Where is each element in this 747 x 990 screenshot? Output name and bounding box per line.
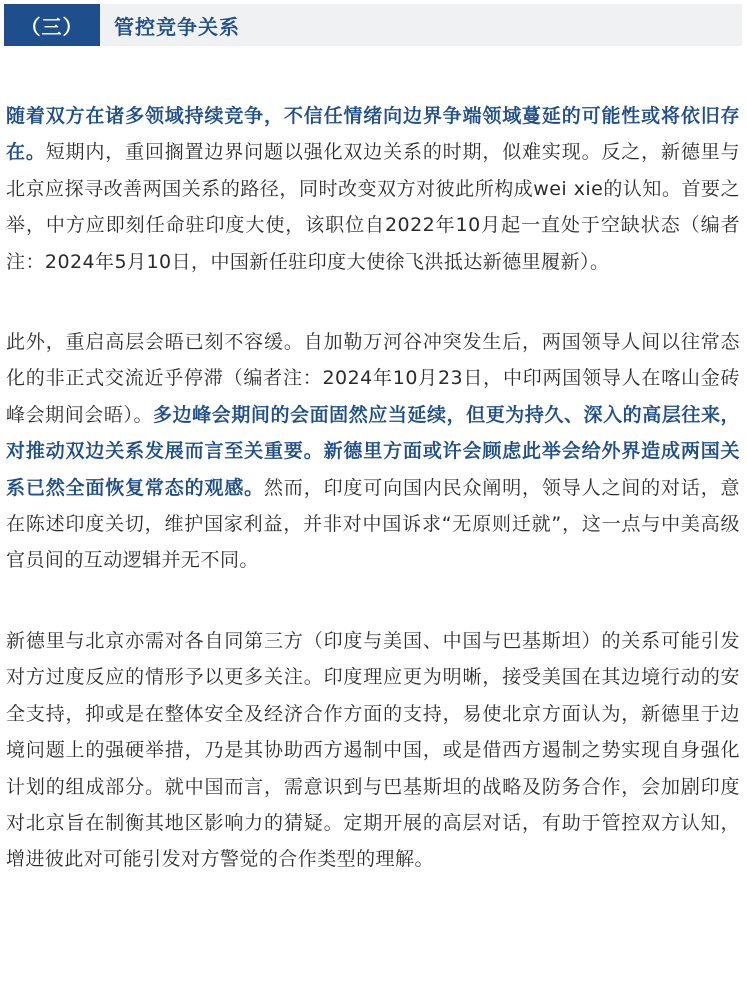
body-text: 此外，重启高层会晤已刻不容缓。自加勒万河谷冲突发生后，两国领导人间以往常态化的非正式交流近乎停滞（编者注：2024年10月23日，中印两国领导人在喀山金砖峰会期间会晤）。	[6, 331, 740, 426]
paragraph-1	[6, 98, 740, 280]
section-title: 管控竞争关系	[114, 14, 240, 39]
highlight-text: 随着双方在诸多领域持续竞争，不信任情绪向边界争端领域蔓延的可能性或将依旧存在。	[6, 105, 740, 164]
body-text: 短期内，重回搁置边界问题以强化双边关系的时期，似难实现。反之，新德里与北京应探寻改善两国关系的路径，同时改变双方对彼此所构成wei xie的认知。首要之举，中方应即刻任命驻印度大使，该职位自2022年10月起一直处于空缺状态（编者注：2024年5月10日，中国新任驻印度大使徐飞洪抵达新德里履新）。	[6, 141, 740, 273]
paragraph-2	[6, 324, 740, 579]
body-text: 然而，印度可向国内民众阐明，领导人之间的对话，意在陈述印度关切，维护国家利益，并非对中国诉求“无原则迁就”，这一点与中美高级官员间的互动逻辑并无不同。	[6, 476, 740, 572]
section-number-badge: （三）	[4, 4, 100, 46]
article-body	[6, 98, 740, 922]
highlight-text: 多边峰会期间的会面固然应当延续，但更为持久、深入的高层往来，对推动双边关系发展而言至关重要。新德里方面或许会顾虑此举会给外界造成两国关系已然全面恢复常态的观感。	[6, 403, 740, 499]
section-header	[4, 4, 742, 46]
body-text: 新德里与北京亦需对各自同第三方（印度与美国、中国与巴基斯坦）的关系可能引发对方过度反应的情形予以更多关注。印度理应更为明晰，接受美国在其边境行动的安全支持，抑或是在整体安全及经济合作方面的支持，易使北京方面认为，新德里于边境问题上的强硬举措，乃是其协助西方遏制中国，或是借西方遏制之势实现自身强化计划的组成部分。就中国而言，需意识到与巴基斯坦的战略及防务合作，会加剧印度对北京旨在制衡其地区影响力的猜疑。定期开展的高层对话，有助于管控双方认知，增进彼此对可能引发对方警觉的合作类型的理解。	[6, 629, 740, 871]
paragraph-3	[6, 623, 740, 878]
